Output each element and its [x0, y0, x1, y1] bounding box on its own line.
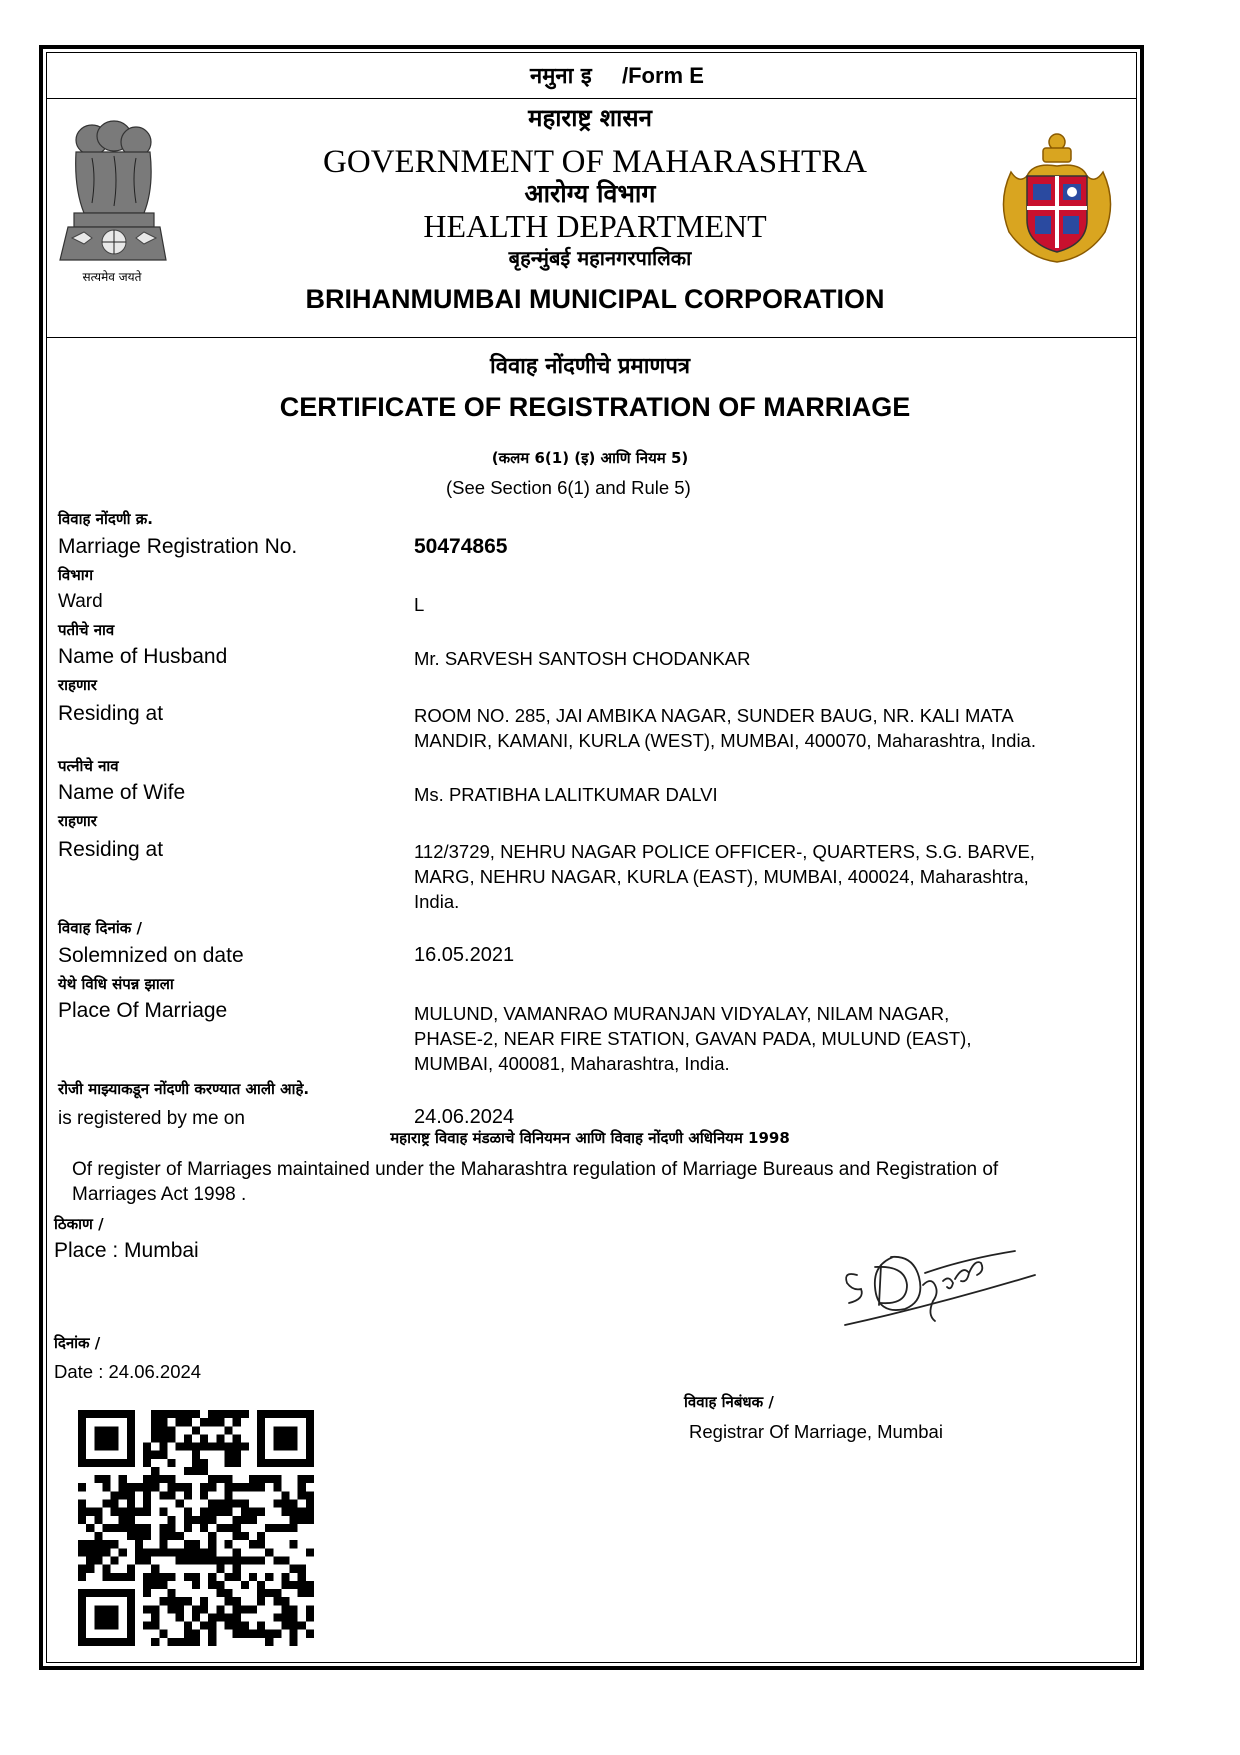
wife-residence-label-mr: राहणार	[58, 812, 97, 830]
department-name-mr: आरोग्य विभाग	[524, 179, 656, 208]
wife-value: Ms. PRATIBHA LALITKUMAR DALVI	[414, 784, 718, 805]
wife-label-mr: पत्नीचे नाव	[58, 757, 119, 775]
wife-label: Name of Wife	[58, 781, 186, 804]
ward-value: L	[414, 594, 425, 615]
corporation-title: BRIHANMUMBAI MUNICIPAL CORPORATION	[305, 284, 885, 314]
header-divider	[46, 337, 1137, 338]
national-emblem	[52, 118, 172, 288]
qr-code	[78, 1410, 314, 1646]
state-name-mr: महाराष्ट्र शासन	[528, 104, 652, 132]
ashoka-emblem-icon	[52, 118, 172, 268]
date-label: Date : 24.06.2024	[54, 1361, 202, 1382]
signature-icon	[835, 1225, 1055, 1335]
registered-label-mr: रोजी माझ्याकडून नोंदणी करण्यात आली आहे.	[58, 1080, 310, 1098]
form-label-en: /Form E	[622, 63, 704, 88]
husband-residence-line2: MANDIR, KAMANI, KURLA (WEST), MUMBAI, 400070, Maharashtra, India.	[414, 730, 1036, 751]
place-of-marriage-label: Place Of Marriage	[58, 999, 228, 1022]
husband-residence-label-mr: राहणार	[58, 676, 97, 694]
wife-residence-line1: 112/3729, NEHRU NAGAR POLICE OFFICER-, QUARTERS, S.G. BARVE,	[414, 841, 1035, 862]
solemnized-value: 16.05.2021	[414, 944, 515, 966]
form-label	[530, 60, 704, 90]
act-title-mr: महाराष्ट्र विवाह मंडळाचे विनियमन आणि विवाह नोंदणी अधिनियम 1998	[390, 1129, 790, 1147]
wife-residence-line3: India.	[414, 891, 460, 912]
form-label-mr: नमुना इ	[530, 64, 592, 89]
place-label-mr: ठिकाण /	[54, 1215, 104, 1233]
registrar-signature	[835, 1225, 1055, 1335]
government-title: GOVERNMENT OF MAHARASHTRA	[323, 144, 867, 180]
place-of-marriage-label-mr: येथे विधि संपन्न झाला	[58, 975, 174, 993]
place-of-marriage-line1: MULUND, VAMANRAO MURANJAN VIDYALAY, NILAM NAGAR,	[414, 1003, 950, 1024]
section-reference-mr: (कलम 6(1) (इ) आणि नियम 5)	[491, 449, 689, 467]
reg-no-label-mr: विवाह नोंदणी क्र.	[58, 510, 153, 528]
corporation-name-mr: बृहन्मुंबई महानगरपालिका	[508, 246, 692, 270]
husband-value: Mr. SARVESH SANTOSH CHODANKAR	[414, 648, 751, 669]
bmc-crest-icon	[997, 132, 1117, 264]
certificate-title-mr: विवाह नोंदणीचे प्रमाणपत्र	[490, 354, 690, 379]
reg-no-label: Marriage Registration No.	[58, 535, 298, 558]
department-title: HEALTH DEPARTMENT	[423, 208, 767, 244]
place-of-marriage-line3: MUMBAI, 400081, Maharashtra, India.	[414, 1053, 730, 1074]
reg-no-value: 50474865	[414, 535, 508, 558]
registered-value: 24.06.2024	[414, 1106, 515, 1128]
husband-residence-line1: ROOM NO. 285, JAI AMBIKA NAGAR, SUNDER BAUG, NR. KALI MATA	[414, 705, 1014, 726]
date-label-mr: दिनांक /	[54, 1334, 101, 1352]
act-text-line1: Of register of Marriages maintained under the Maharashtra regulation of Marriage Bureaus and Registration of	[72, 1159, 999, 1180]
registrar-label-mr: विवाह निबंधक /	[684, 1393, 774, 1411]
emblem-motto: सत्यमेव जयते	[82, 270, 142, 284]
wife-residence-line2: MARG, NEHRU NAGAR, KURLA (EAST), MUMBAI, 400024, Maharashtra,	[414, 866, 1029, 887]
ward-label: Ward	[58, 591, 103, 612]
registrar-label: Registrar Of Marriage, Mumbai	[689, 1421, 943, 1442]
solemnized-label: Solemnized on date	[58, 944, 244, 967]
certificate-title: CERTIFICATE OF REGISTRATION OF MARRIAGE	[279, 392, 911, 422]
place-of-marriage-line2: PHASE-2, NEAR FIRE STATION, GAVAN PADA, MULUND (EAST),	[414, 1028, 972, 1049]
ward-label-mr: विभाग	[58, 566, 94, 584]
qr-code-icon	[78, 1410, 314, 1646]
bmc-crest	[997, 132, 1117, 264]
solemnized-label-mr: विवाह दिनांक /	[58, 919, 142, 937]
form-divider	[46, 98, 1137, 99]
registered-label: is registered by me on	[58, 1108, 245, 1129]
section-reference: (See Section 6(1) and Rule 5)	[446, 477, 691, 498]
husband-label-mr: पतीचे नाव	[58, 621, 115, 639]
place-label: Place : Mumbai	[54, 1239, 199, 1262]
husband-label: Name of Husband	[58, 645, 228, 668]
wife-residence-label: Residing at	[58, 838, 164, 861]
husband-residence-label: Residing at	[58, 702, 164, 725]
act-text-line2: Marriages Act 1998 .	[72, 1184, 247, 1205]
